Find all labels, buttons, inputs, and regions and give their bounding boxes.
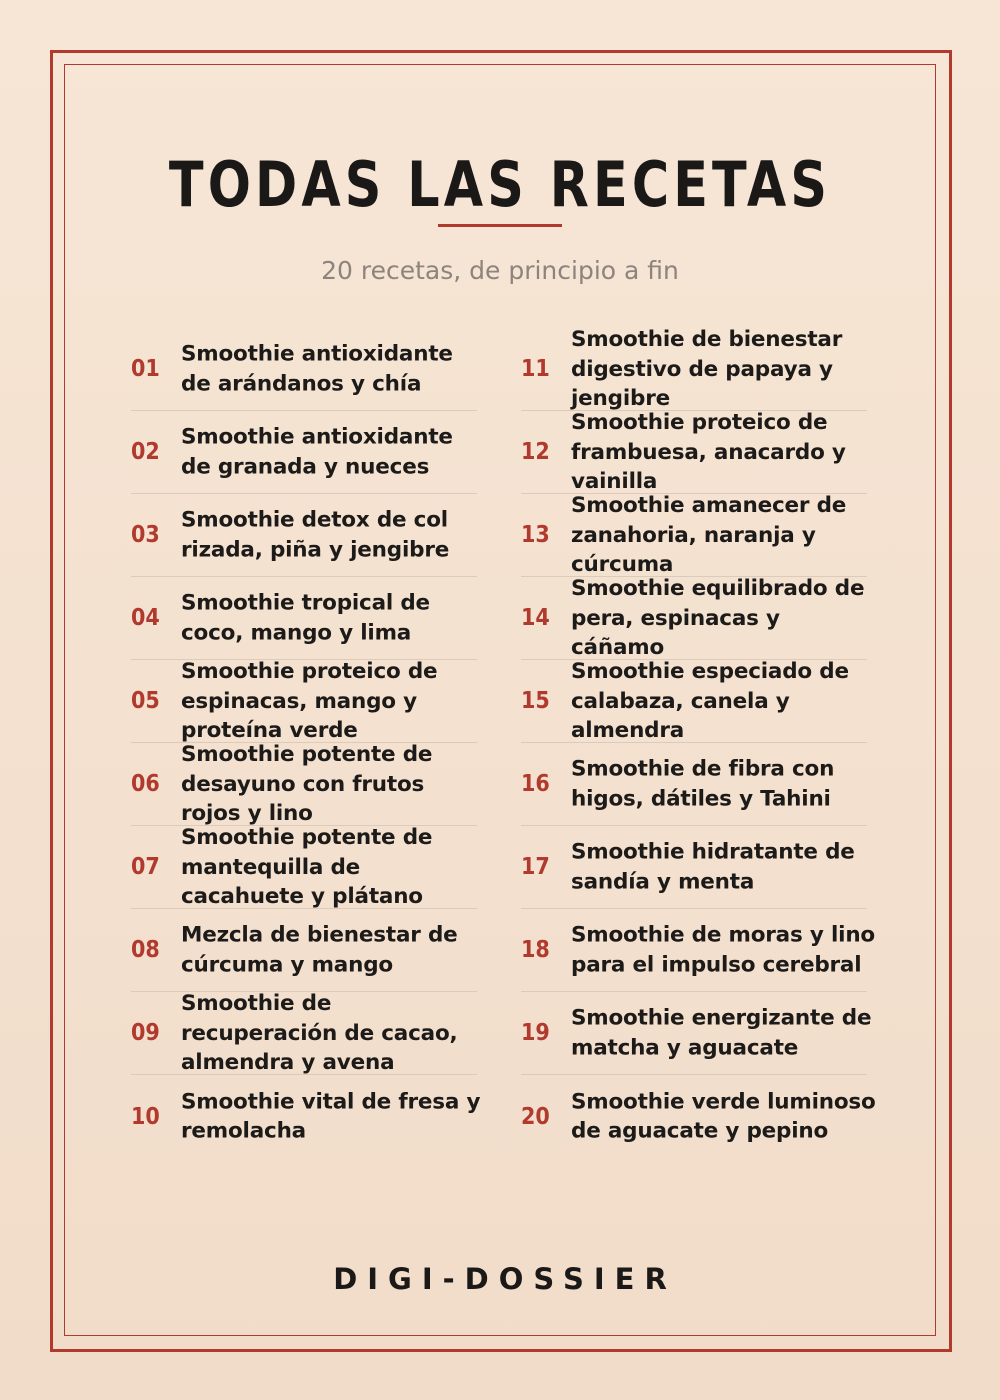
recipe-name: Smoothie de moras y lino para el impulso cerebral [571, 922, 875, 977]
recipe-item [131, 992, 477, 1075]
recipe-item [131, 328, 477, 411]
recipe-list-right [521, 326, 876, 1158]
recipe-name: Smoothie potente de desayuno con frutos rojos y lino [181, 741, 433, 826]
recipe-number: 19 [521, 1020, 550, 1046]
recipe-name: Smoothie de recuperación de cacao, almendra y avena [181, 990, 458, 1075]
recipe-number: 13 [521, 522, 550, 548]
recipe-name: Smoothie detox de col rizada, piña y jengibre [181, 507, 450, 562]
recipe-number: 15 [521, 688, 550, 714]
recipe-name: Smoothie de bienestar digestivo de papaya y jengibre [571, 326, 843, 411]
recipe-item [521, 1075, 876, 1158]
recipe-name: Smoothie tropical de coco, mango y lima [181, 590, 430, 645]
recipe-number: 20 [521, 1103, 550, 1130]
recipe-item [131, 1075, 481, 1158]
recipe-number: 04 [131, 605, 160, 631]
recipe-name: Smoothie amanecer de zanahoria, naranja y cúrcuma [571, 492, 847, 577]
recipe-number: 16 [521, 771, 550, 797]
recipe-item [521, 577, 867, 660]
recipe-list-left [131, 328, 481, 1158]
recipe-number: 08 [131, 937, 160, 963]
recipe-number: 12 [521, 439, 550, 465]
recipe-number: 17 [521, 854, 550, 880]
recipe-number: 03 [131, 522, 160, 548]
title-underline [438, 224, 562, 227]
recipe-name: Smoothie equilibrado de pera, espinacas y cáñamo [571, 575, 865, 660]
recipe-item [131, 577, 477, 660]
page-title: TODAS LAS RECETAS [168, 148, 832, 221]
recipe-item [521, 743, 867, 826]
recipe-item [131, 909, 477, 992]
recipe-name: Smoothie de fibra con higos, dátiles y Tahini [571, 756, 835, 811]
recipe-item [521, 494, 867, 577]
recipe-name: Smoothie proteico de frambuesa, anacardo y vainilla [571, 409, 846, 494]
recipe-number: 01 [131, 356, 160, 382]
recipe-name: Smoothie hidratante de sandía y menta [571, 839, 855, 894]
recipe-number: 18 [521, 937, 550, 963]
recipe-item [131, 494, 477, 577]
recipe-name: Smoothie antioxidante de granada y nueces [181, 424, 453, 479]
recipe-number: 09 [131, 1020, 160, 1046]
recipe-item [521, 411, 867, 494]
recipe-item [521, 660, 867, 743]
recipe-number: 07 [131, 854, 160, 880]
recipe-item [131, 826, 477, 909]
recipe-item [131, 743, 477, 826]
recipe-item [131, 411, 477, 494]
brand-footer: DIGI-DOSSIER [333, 1262, 677, 1296]
recipe-number: 05 [131, 688, 160, 714]
recipe-name: Smoothie especiado de calabaza, canela y almendra [571, 658, 849, 743]
recipe-item [131, 660, 477, 743]
recipe-item [521, 909, 875, 992]
recipe-name: Smoothie proteico de espinacas, mango y proteína verde [181, 658, 438, 743]
recipe-name: Smoothie potente de mantequilla de cacahuete y plátano [181, 824, 433, 909]
recipe-item [521, 992, 872, 1075]
recipe-item [521, 826, 867, 909]
recipe-name: Smoothie energizante de matcha y aguacate [571, 1005, 872, 1060]
recipe-name: Smoothie antioxidante de arándanos y chía [181, 341, 453, 396]
page-subtitle: 20 recetas, de principio a fin [321, 256, 679, 285]
recipe-name: Mezcla de bienestar de cúrcuma y mango [181, 922, 458, 977]
recipe-number: 10 [131, 1103, 160, 1130]
recipe-number: 02 [131, 439, 160, 465]
recipe-name: Smoothie verde luminoso de aguacate y pepino [571, 1089, 876, 1144]
recipe-number: 06 [131, 771, 160, 797]
recipe-number: 11 [521, 356, 550, 382]
recipe-name: Smoothie vital de fresa y remolacha [181, 1089, 481, 1144]
recipe-item [521, 328, 867, 411]
recipe-number: 14 [521, 605, 550, 631]
